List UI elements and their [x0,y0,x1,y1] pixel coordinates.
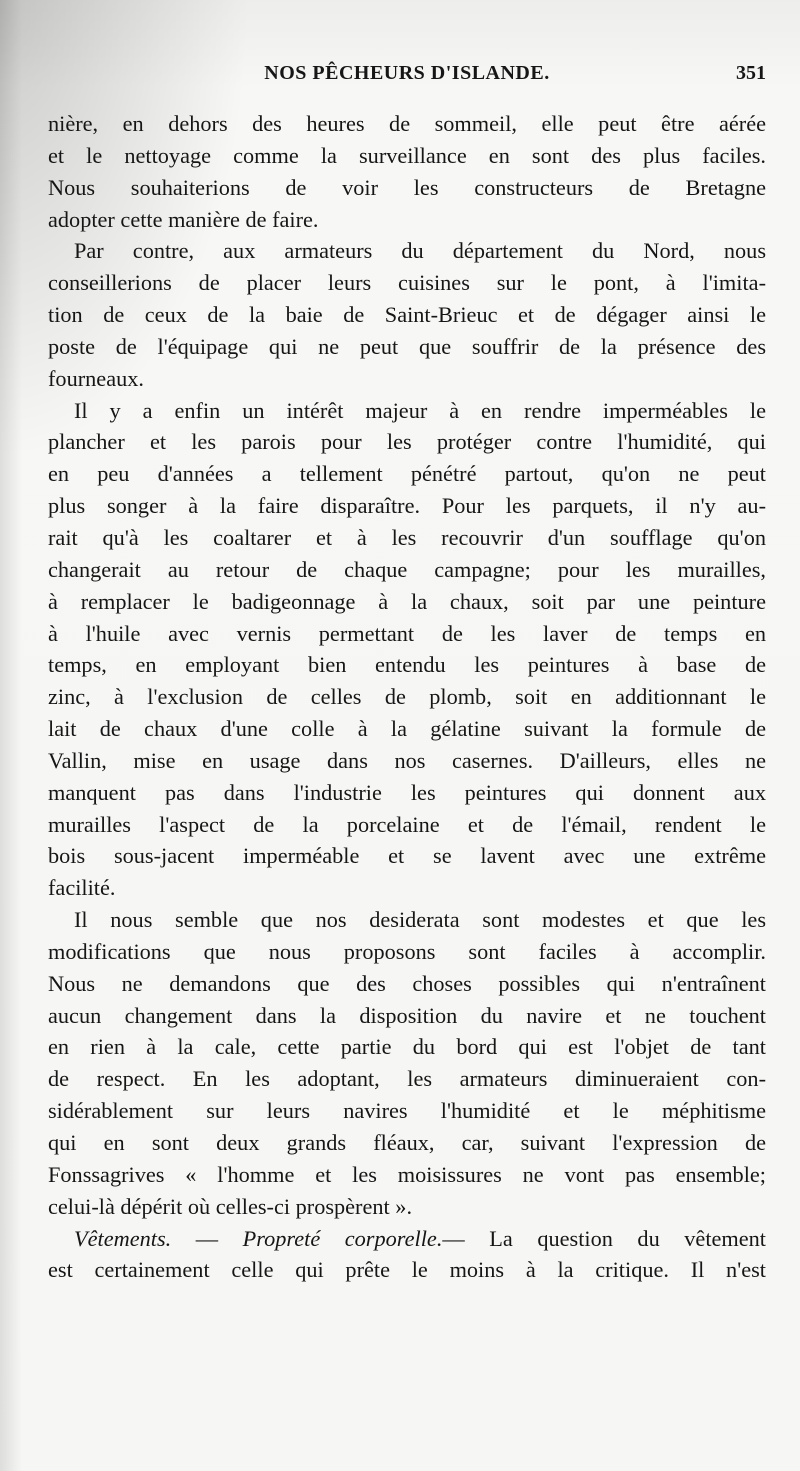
text-line: en peu d'années a tellement pénétré partout, qu'on ne peut [48,461,766,487]
text-line: lait de chaux d'une colle à la gélatine suivant la formule de [48,716,766,742]
text-line: Vallin, mise en usage dans nos casernes. D'ailleurs, elles ne [48,747,766,773]
text-line: poste de l'équipage qui ne peut que souffrir de la présence des [48,333,766,359]
text-line: temps, en employant bien entendu les peintures à base de [48,652,766,678]
text-line: changerait au retour de chaque campagne; pour les murailles, [48,556,766,582]
text-line: manquent pas dans l'industrie les peintures qui donnent aux [48,779,766,805]
text-line: tion de ceux de la baie de Saint-Brieuc et de dégager ainsi le [48,302,766,328]
text-line: qui en sont deux grands fléaux, car, suivant l'expression de [48,1130,766,1155]
text-line: murailles l'aspect de la porcelaine et de l'émail, rendent le [48,811,766,837]
section-heading-line [48,1223,766,1255]
text-line: et le nettoyage comme la surveillance en sont des plus faciles. [48,142,766,168]
text-line: celui-là dépérit où celles-ci prospèrent ». [48,1193,413,1219]
section-title-vetements: Vêtements. [74,1225,172,1251]
text-line: est certainement celle qui prête le moins à la critique. Il n'est [48,1257,766,1283]
page-edge-shadow [0,0,22,1471]
text-line: Nous souhaiterions de voir les constructeurs de Bretagne [48,174,766,200]
running-head [48,62,766,90]
dash-separator: — [442,1225,490,1251]
text-line: nière, en dehors des heures de sommeil, elle peut être aérée [48,111,766,136]
text-line: modifications que nous proposons sont faciles à accomplir. [48,938,766,964]
text-line: zinc, à l'exclusion de celles de plomb, soit en additionnant le [48,684,766,710]
text-line: conseillerions de placer leurs cuisines sur le pont, à l'imita- [48,270,766,296]
text-line: facilité. [48,875,116,901]
text-line: fourneaux. [48,365,144,391]
text-line: bois sous-jacent imperméable et se lavent avec une extrême [48,843,766,869]
text-line: de respect. En les adoptant, les armateurs diminueraient con- [48,1066,766,1092]
paragraph-start-line: Par contre, aux armateurs du département du Nord, nous [74,238,766,264]
section-lead-text: La question du vêtement [489,1225,766,1251]
dash-separator: — [171,1225,243,1251]
paragraph-start-line: Il y a enfin un intérêt majeur à en rendre imperméables le [74,397,766,423]
text-line: à remplacer le badigeonnage à la chaux, soit par une peinture [48,588,766,614]
running-title: NOS PÊCHEURS D'ISLANDE. [264,62,550,84]
text-line: rait qu'à les coaltarer et à les recouvrir d'un soufflage qu'on [48,524,766,550]
text-line: plancher et les parois pour les protéger contre l'humidité, qui [48,429,766,455]
text-line: sidérablement sur leurs navires l'humidité et le méphitisme [48,1098,766,1124]
text-line: Fonssagrives « l'homme et les moisissures ne vont pas ensemble; [48,1161,766,1187]
text-line: plus songer à la faire disparaître. Pour les parquets, il n'y au- [48,493,766,519]
section-title-proprete: Propreté corporelle. [242,1225,443,1251]
page-number: 351 [736,62,766,84]
text-line: en rien à la cale, cette partie du bord qui est l'objet de tant [48,1034,766,1060]
text-line: aucun changement dans la disposition du navire et ne touchent [48,1002,766,1028]
text-line: adopter cette manière de faire. [48,206,319,232]
text-line: à l'huile avec vernis permettant de les laver de temps en [48,620,766,646]
paragraph-start-line: Il nous semble que nos desiderata sont modestes et que les [74,907,766,933]
text-line: Nous ne demandons que des choses possibles qui n'entraînent [48,970,766,996]
body-text [48,108,766,1286]
